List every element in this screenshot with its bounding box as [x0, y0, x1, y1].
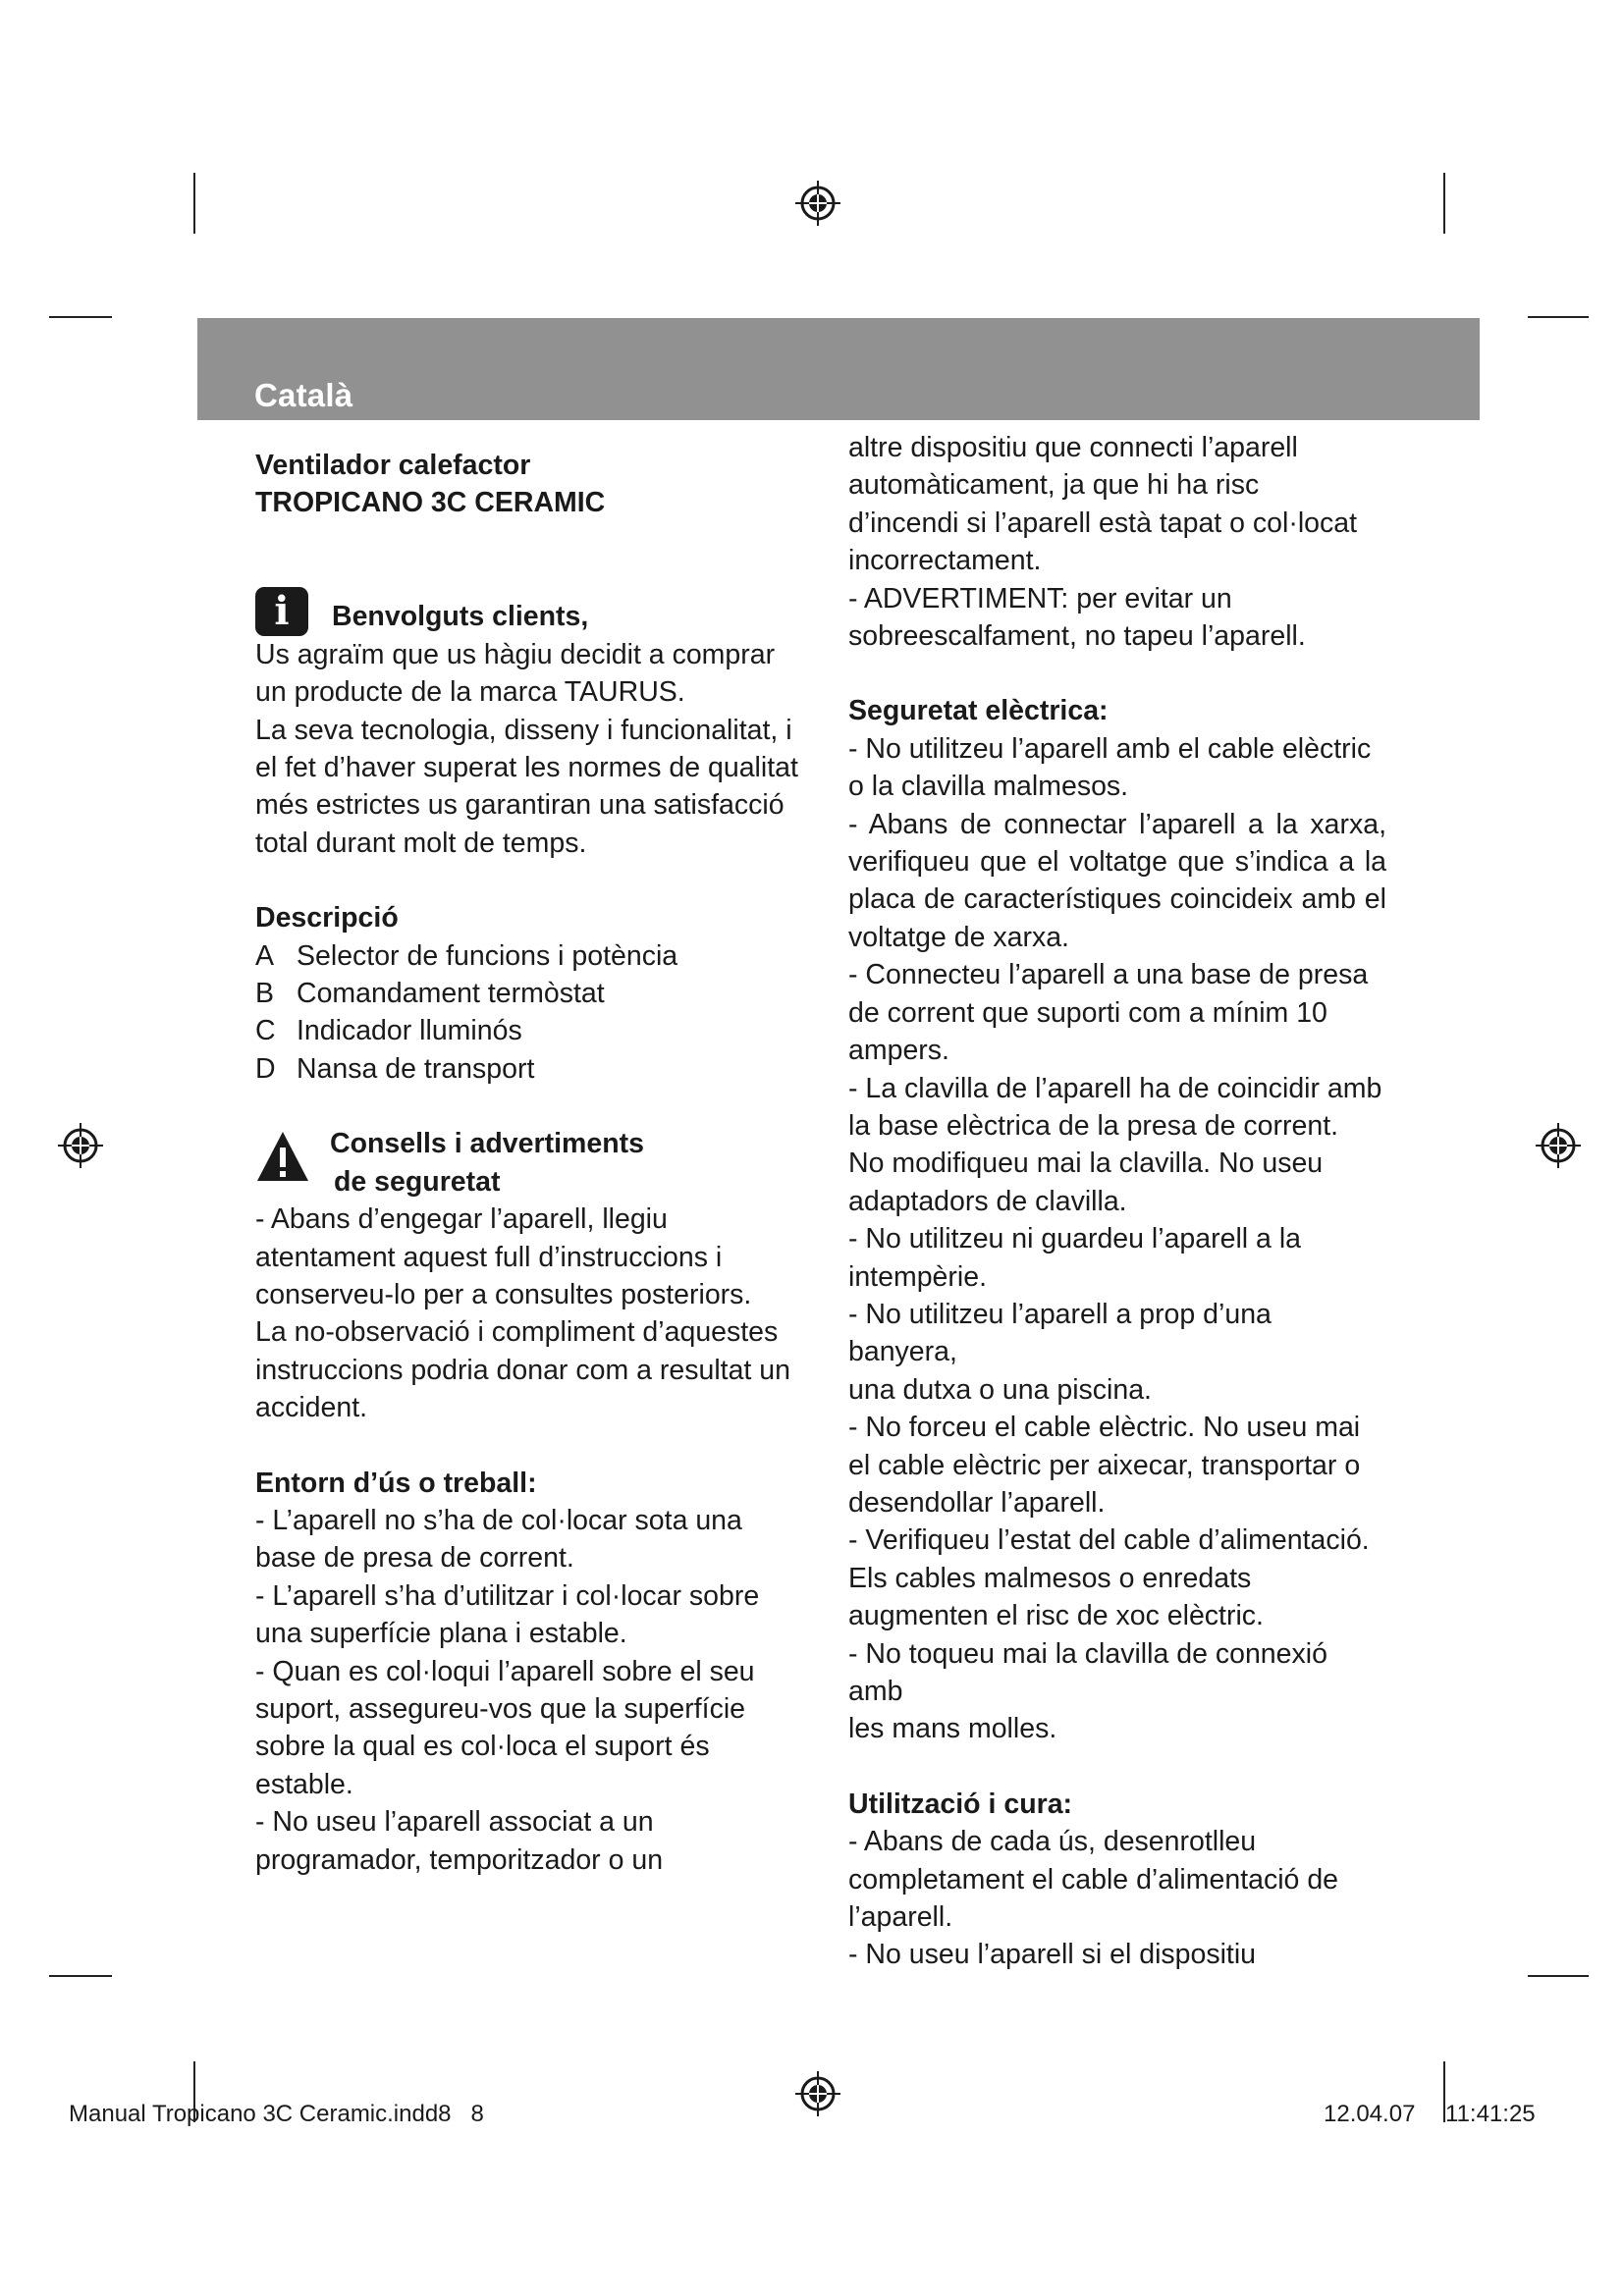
electrical-line: - Abans de connectar l’aparell a la xarxa, — [848, 808, 1386, 840]
environment-line: - L’aparell no s’ha de col·locar sota una — [255, 1504, 742, 1536]
crop-mark-top-right-horizontal — [1528, 316, 1589, 318]
safety-title-line1: Consells i advertiments — [330, 1128, 644, 1160]
electrical-line: voltatge de xarxa. — [848, 921, 1069, 953]
electrical-line: les mans molles. — [848, 1713, 1057, 1745]
electrical-line: placa de característiques coincideix amb el — [848, 883, 1386, 916]
continuation-line: - ADVERTIMENT: per evitar un — [848, 582, 1232, 614]
info-icon: i — [255, 587, 308, 636]
right-column — [848, 429, 1386, 1974]
electrical-line: o la clavilla malmesos. — [848, 771, 1129, 803]
usage-line: - No useu l’aparell si el dispositiu — [848, 1939, 1257, 1971]
intro-line: un producte de la marca TAURUS. — [255, 676, 685, 709]
usage-line: - Abans de cada ús, desenrotlleu — [848, 1826, 1257, 1858]
language-title: Català — [254, 377, 353, 413]
description-item: B Comandament termòstat — [255, 978, 605, 1010]
environment-text — [255, 1502, 805, 1879]
safety-line: conserveu-lo per a consultes posteriors. — [255, 1278, 752, 1310]
intro-title: Benvolguts clients, — [332, 601, 589, 633]
footer-date: 12.04.07 — [1324, 2101, 1416, 2127]
environment-title: Entorn d’ús o treball: — [255, 1467, 537, 1499]
description-item: C Indicador lluminós — [255, 1015, 522, 1047]
electrical-line: - No utilitzeu l’aparell amb el cable elèctric — [848, 732, 1372, 765]
continuation-line: automàticament, ja que hi ha risc — [848, 469, 1260, 502]
electrical-line: verifiqueu que el voltatge que s’indica a la — [848, 846, 1386, 879]
description-list — [255, 937, 805, 1089]
environment-line: sobre la qual es col·loca el suport és — [255, 1731, 710, 1763]
intro-line: total durant molt de temps. — [255, 827, 587, 859]
electrical-line: - No utilitzeu l’aparell a prop d’una banyera, — [848, 1298, 1272, 1368]
electrical-line: la base elèctrica de la presa de corrent. — [848, 1109, 1339, 1142]
product-title-line1: Ventilador calefactor — [255, 450, 531, 481]
electrical-line: No modifiqueu mai la clavilla. No useu — [848, 1148, 1324, 1180]
safety-line: La no-observació i compliment d’aquestes — [255, 1316, 779, 1349]
usage-text — [848, 1823, 1386, 1974]
description-item: D Nansa de transport — [255, 1052, 535, 1085]
environment-line: una superfície plana i estable. — [255, 1618, 627, 1650]
environment-line: suport, assegureu-vos que la superfície — [255, 1692, 746, 1725]
product-title-line2: TROPICANO 3C CERAMIC — [255, 487, 606, 519]
crop-mark-top-left-horizontal — [49, 316, 112, 318]
electrical-line: de corrent que suporti com a mínim 10 — [848, 996, 1327, 1029]
footer-file-name: Manual Tropicano 3C Ceramic.indd8 8 — [69, 2101, 484, 2127]
safety-title-line2: de seguretat — [334, 1165, 501, 1198]
language-header-bar — [197, 318, 1480, 420]
crop-mark-top-right-vertical — [1443, 173, 1445, 234]
continuation-line: d’incendi si l’aparell està tapat o col·locat — [848, 507, 1358, 539]
electrical-line: intempèrie. — [848, 1260, 987, 1293]
environment-line: - L’aparell s’ha d’utilitzar i col·locar sobre — [255, 1579, 760, 1612]
description-title: Descripció — [255, 902, 399, 934]
electrical-line: el cable elèctric per aixecar, transportar o — [848, 1449, 1361, 1481]
electrical-text — [848, 730, 1386, 1748]
crop-mark-top-left-vertical — [193, 173, 195, 234]
usage-title: Utilització i cura: — [848, 1788, 1073, 1820]
electrical-line: ampers. — [848, 1035, 949, 1067]
intro-line: més estrictes us garantiran una satisfacció — [255, 789, 785, 822]
description-item: A Selector de funcions i potència — [255, 939, 678, 972]
continuation-line: sobreescalfament, no tapeu l’aparell. — [848, 620, 1306, 653]
intro-heading — [255, 587, 805, 636]
safety-line: accident. — [255, 1392, 368, 1424]
electrical-line: - No toqueu mai la clavilla de connexió amb — [848, 1637, 1327, 1707]
safety-line: instruccions podria donar com a resultat un — [255, 1354, 790, 1386]
safety-text — [255, 1201, 805, 1426]
intro-line: el fet d’haver superat les normes de qualitat — [255, 752, 798, 784]
electrical-line: una dutxa o una piscina. — [848, 1373, 1152, 1406]
continuation-line: incorrectament. — [848, 545, 1042, 577]
footer-time: 11:41:25 — [1445, 2101, 1536, 2127]
registration-mark-icon — [793, 179, 842, 228]
registration-mark-icon — [56, 1121, 105, 1170]
intro-text — [255, 636, 805, 862]
environment-line: programador, temporitzador o un — [255, 1843, 664, 1876]
registration-mark-icon — [1534, 1121, 1583, 1170]
intro-line: La seva tecnologia, disseny i funcionalitat, i — [255, 714, 792, 746]
electrical-line: - No utilitzeu ni guardeu l’aparell a la — [848, 1223, 1302, 1255]
environment-line: estable. — [255, 1768, 353, 1800]
right-top-text — [848, 429, 1386, 655]
safety-heading — [255, 1125, 805, 1201]
environment-line: base de presa de corrent. — [255, 1542, 574, 1575]
continuation-line: altre dispositiu que connecti l’aparell — [848, 432, 1298, 463]
crop-mark-bottom-right-horizontal — [1528, 1975, 1589, 1977]
usage-line: l’aparell. — [848, 1901, 953, 1934]
environment-line: - No useu l’aparell associat a un — [255, 1806, 654, 1839]
environment-line: - Quan es col·loqui l’aparell sobre el seu — [255, 1655, 755, 1687]
electrical-line: augmenten el risc de xoc elèctric. — [848, 1600, 1264, 1632]
electrical-line: - No forceu el cable elèctric. No useu mai — [848, 1412, 1361, 1444]
electrical-line: adaptadors de clavilla. — [848, 1185, 1127, 1217]
electrical-line: Els cables malmesos o enredats — [848, 1562, 1252, 1594]
registration-mark-icon — [793, 2069, 842, 2118]
electrical-line: - Connecteu l’aparell a una base de presa — [848, 959, 1369, 991]
electrical-title: Seguretat elèctrica: — [848, 695, 1109, 727]
usage-line: completament el cable d’alimentació de — [848, 1863, 1339, 1896]
left-column — [255, 447, 805, 1879]
safety-line: - Abans d’engegar l’aparell, llegiu — [255, 1203, 668, 1236]
warning-icon — [255, 1129, 310, 1184]
electrical-line: - La clavilla de l’aparell ha de coincidir amb — [848, 1072, 1382, 1104]
electrical-line: - Verifiqueu l’estat del cable d’alimentació. — [848, 1524, 1370, 1557]
safety-line: atentament aquest full d’instruccions i — [255, 1241, 723, 1273]
crop-mark-bottom-left-horizontal — [49, 1975, 112, 1977]
intro-line: Us agraïm que us hàgiu decidit a comprar — [255, 638, 776, 670]
electrical-line: desendollar l’aparell. — [848, 1486, 1106, 1519]
